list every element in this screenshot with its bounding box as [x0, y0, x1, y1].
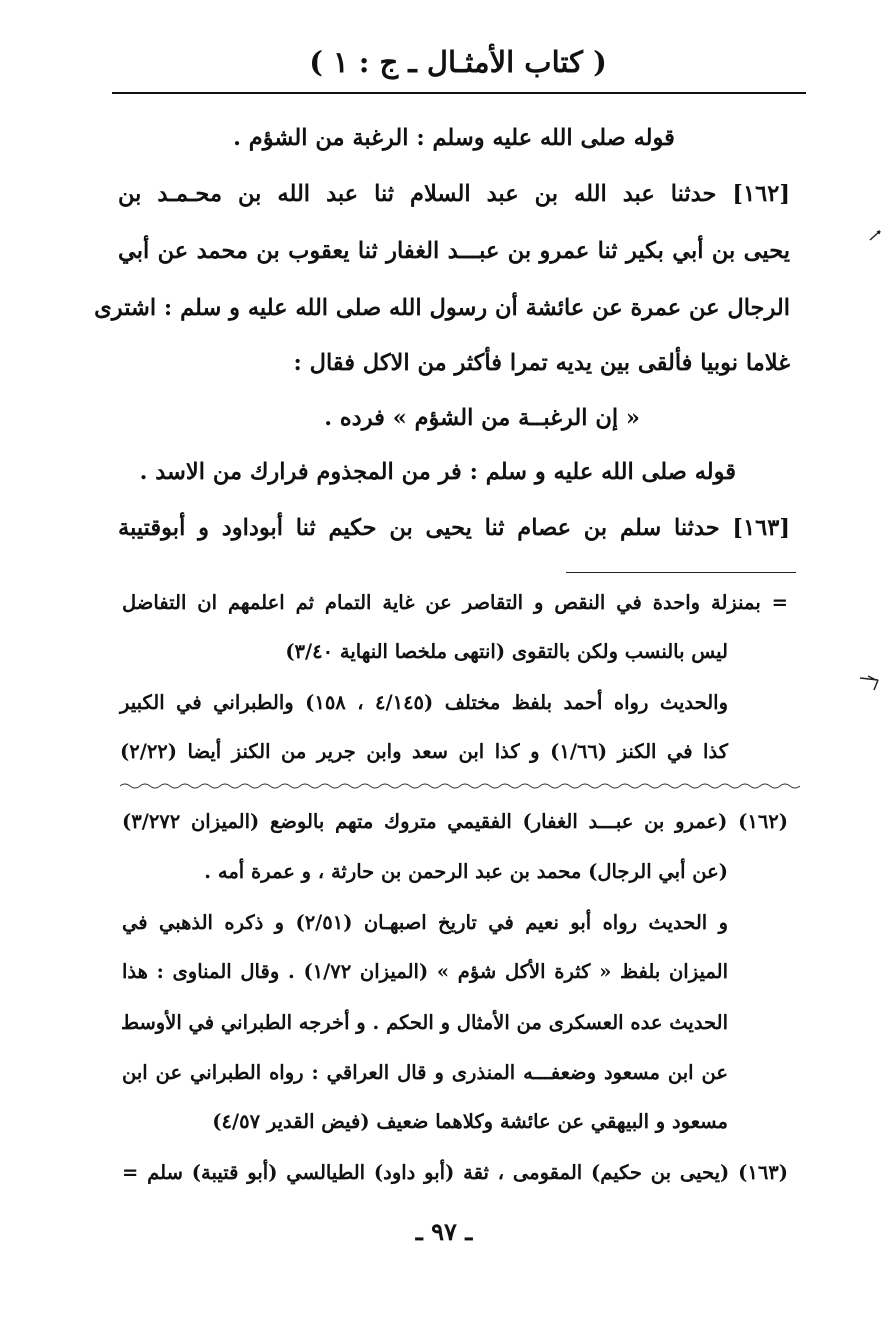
- footnote-line: الميزان بلفظ « كثرة الأكل شؤم » (الميزان ١/٧٢) . وقال المناوى : هذا: [122, 960, 728, 983]
- page-number: ـ ٩٧ ـ: [415, 1217, 473, 1246]
- body-line-heading-2: قوله صلى الله عليه و سلم : فر من المجذوم فرارك من الاسد .: [139, 459, 736, 485]
- footnote-line: ليس بالنسب ولكن بالتقوى (انتهى ملخصا النهاية ٣/٤٠): [285, 640, 728, 663]
- footnote-line: و الحديث رواه أبو نعيم في تاريخ اصبهـان (٢/٥١) و ذكره الذهبي في: [122, 911, 728, 934]
- body-line-heading-1: قوله صلى الله عليه وسلم : الرغبة من الشؤم .: [233, 125, 675, 151]
- body-line-quote: « إن الرغبــة من الشؤم » فرده .: [324, 405, 640, 431]
- footnote-line: عن ابن مسعود وضعفـــه المنذرى و قال العراقي : رواه الطبراني عن ابن: [122, 1061, 728, 1084]
- footnote-line: كذا في الكنز (١/٦٦) و كذا ابن سعد وابن جرير من الكنز أيضا (٢/٢٢): [120, 740, 728, 763]
- footnote-line: الحديث عده العسكرى من الأمثال و الحكم . و أخرجه الطبراني في الأوسط: [120, 1011, 728, 1034]
- wavy-separator: [120, 782, 800, 790]
- footnote-line: (١٦٢) (عمرو بن عبـــد الغفار) الفقيمي متروك متهم بالوضع (الميزان ٣/٢٧٢): [122, 810, 788, 833]
- footnote-separator: [566, 572, 796, 573]
- footnote-line: (عن أبي الرجال) محمد بن عبد الرحمن بن حارثة ، و عمرة أمه .: [204, 860, 728, 883]
- body-line: [١٦٣] حدثنا سلم بن عصام ثنا يحيى بن حكيم ثنا أبوداود و أبوقتيبة: [118, 515, 790, 541]
- footnote-line: = بمنزلة واحدة في النقص و التقاصر عن غاية التمام ثم اعلمهم ان التفاضل: [122, 591, 788, 614]
- footnote-line: والحديث رواه أحمد بلفظ مختلف (٤/١٤٥ ، ١٥٨) والطبراني في الكبير: [120, 691, 728, 714]
- page-header-title: ( كتاب الأمثـال ـ ج : ١ ): [309, 45, 607, 79]
- margin-mark-icon: [868, 228, 884, 242]
- margin-mark-icon: [858, 672, 886, 694]
- footnote-line: (١٦٣) (يحيى بن حكيم) المقومى ، ثقة (أبو داود) الطيالسي (أبو قتيبة) سلم =: [122, 1161, 788, 1184]
- body-line: يحيى بن أبي بكير ثنا عمرو بن عبـــد الغفار ثنا يعقوب بن محمد عن أبي: [118, 238, 790, 264]
- body-line: غلاما نوبيا فألقى بين يديه تمرا فأكثر من الاكل فقال :: [293, 350, 790, 376]
- footnote-line: مسعود و البيهقي عن عائشة وكلاهما ضعيف (فيض القدير ٤/٥٧): [212, 1110, 728, 1133]
- body-line: [١٦٢] حدثنا عبد الله بن عبد السلام ثنا عبد الله بن محـمـد بن: [118, 181, 790, 207]
- header-rule: [112, 92, 806, 94]
- body-line: الرجال عن عمرة عن عائشة أن رسول الله صلى الله عليه و سلم : اشترى: [94, 295, 790, 321]
